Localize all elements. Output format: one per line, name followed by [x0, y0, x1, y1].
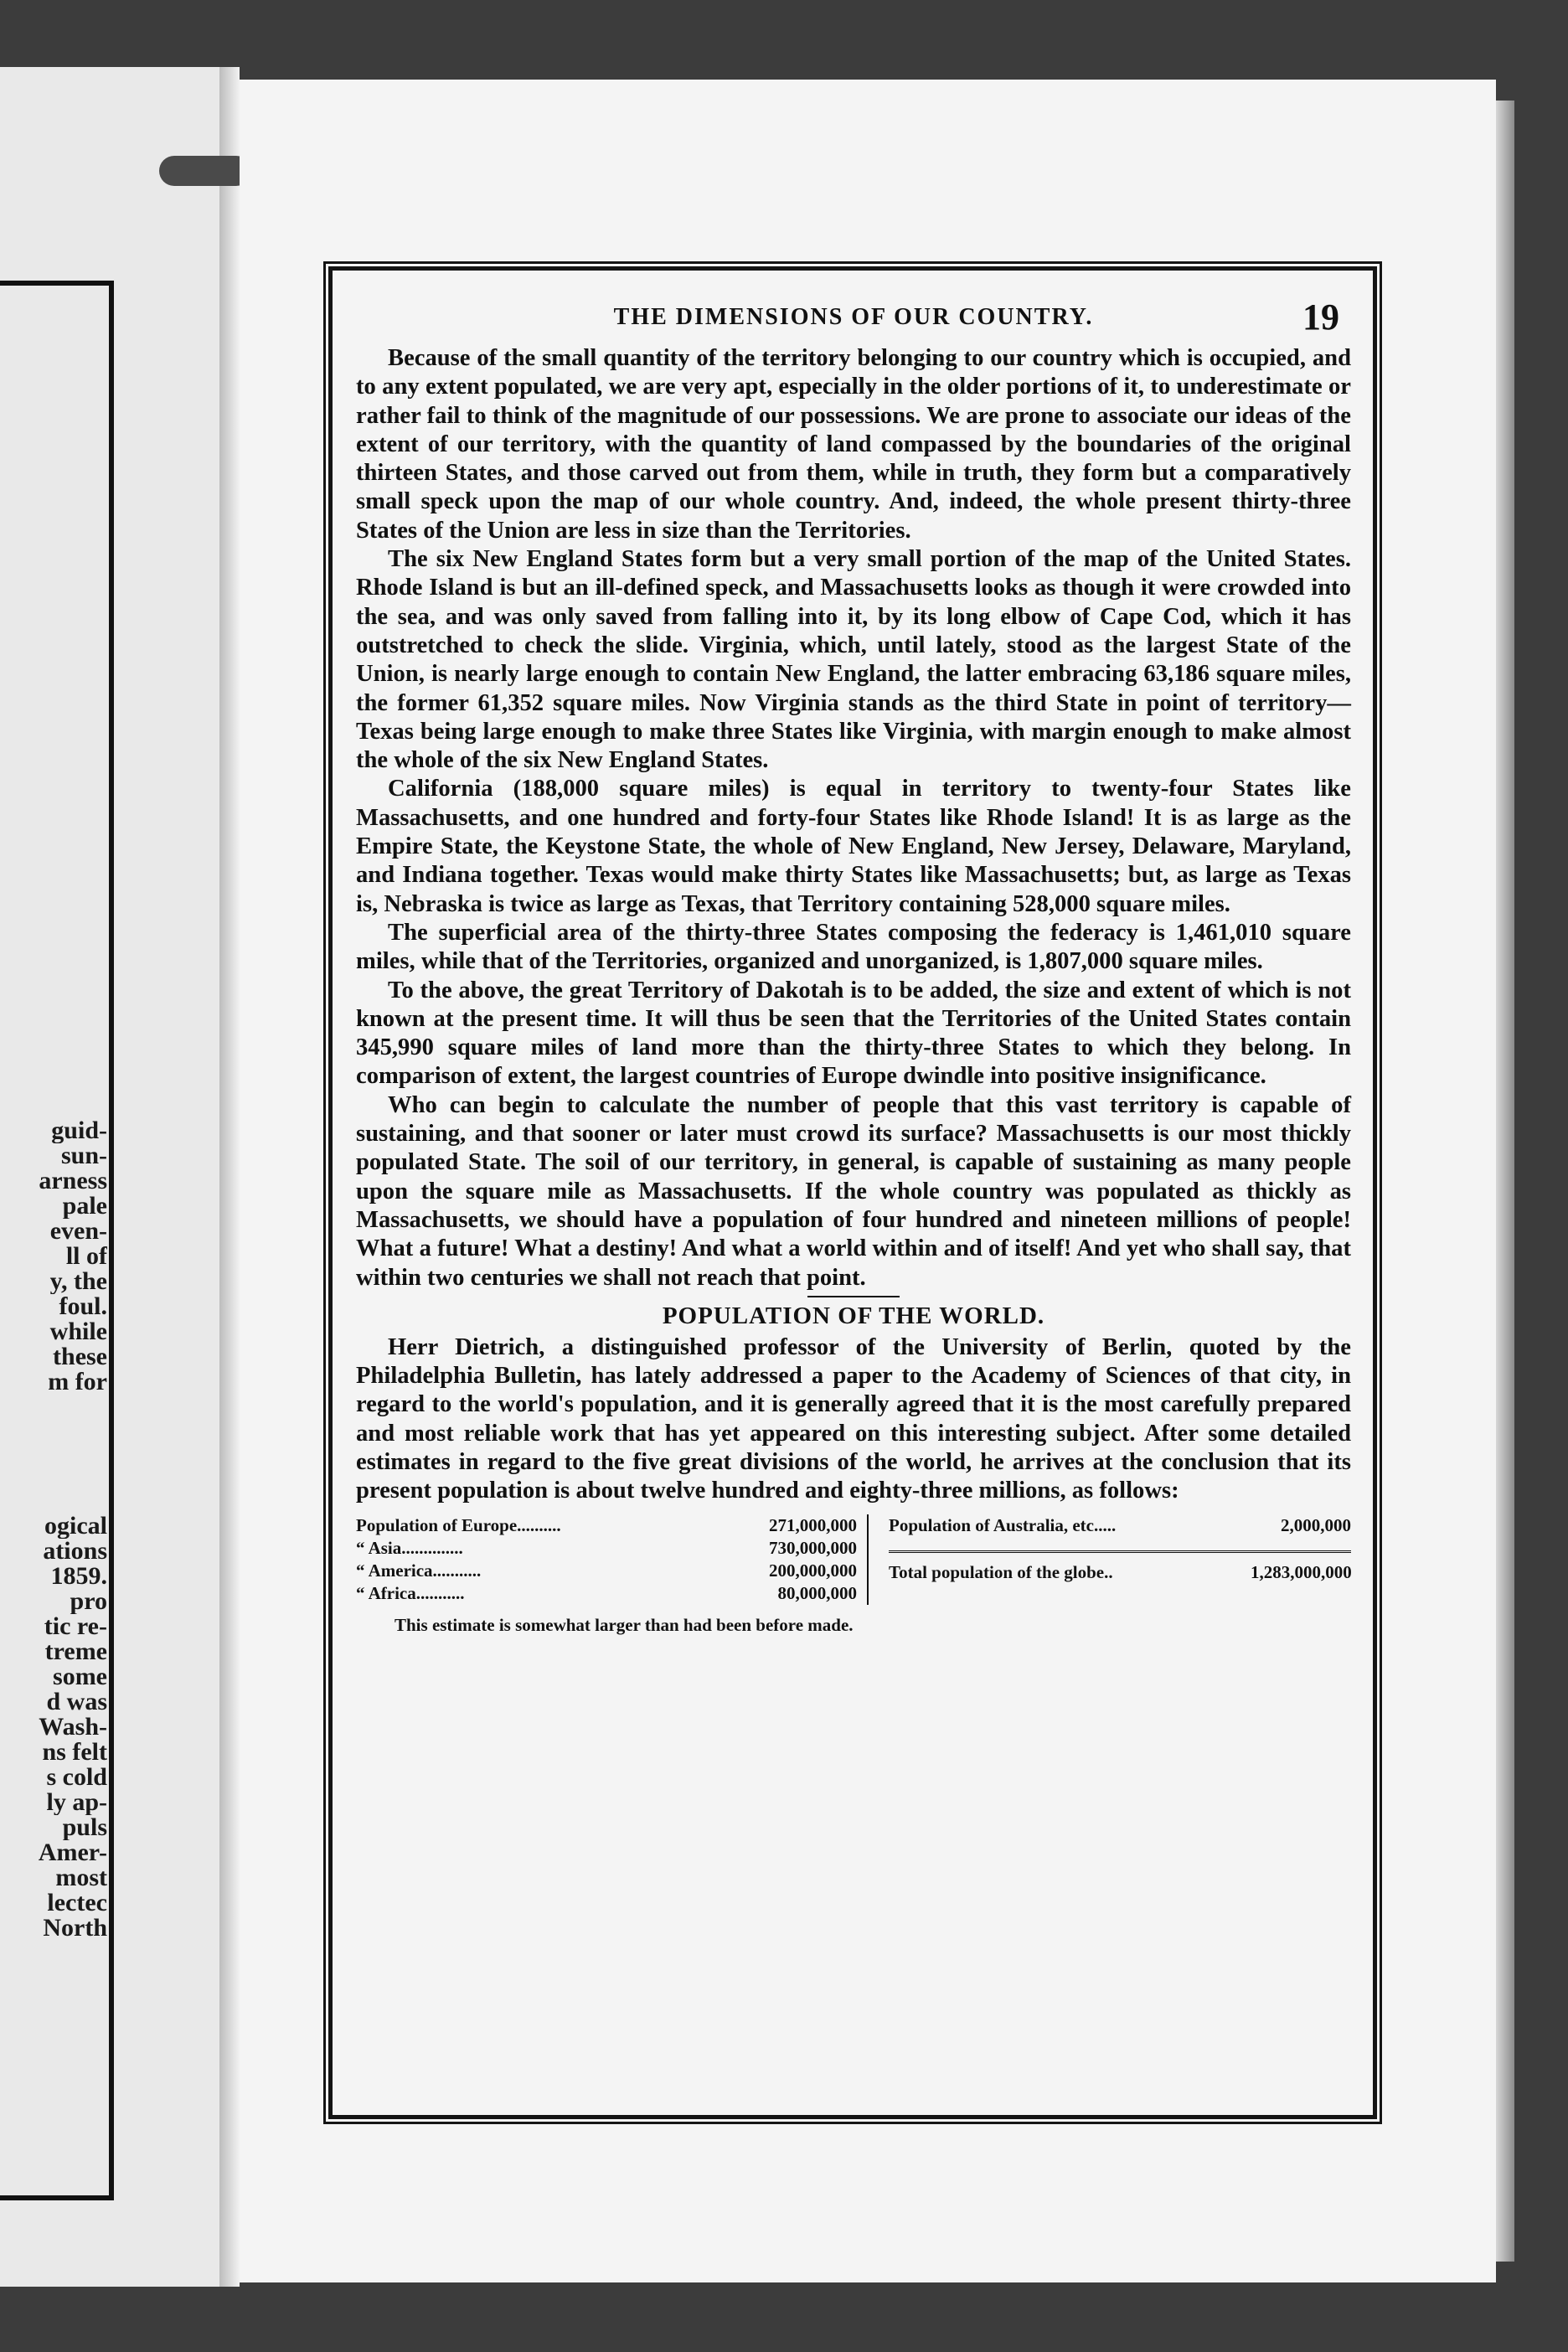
- left-fragment-line: 1859.: [50, 1564, 107, 1589]
- row-label: Total population of the globe..: [889, 1561, 1113, 1582]
- left-fragment-line: treme: [44, 1639, 107, 1664]
- paragraph-6: Who can begin to calculate the number of people that this vast territory is capable of sustaining, and that sooner or later must crowd its surface? Massachusetts is our most thickly populated State. The soil of our territory, in general, is capable of sustaining as many people upon the square mile as Massachusetts. If the whole country was populated as thickly as Massachusetts, we should have a population of four hundred and nineteen millions of people! What a future! What a destiny! And what a world within and of itself! And yet who shall say, that within two centuries we shall not reach that point.: [356, 1091, 1351, 1291]
- table-row: [356, 1537, 857, 1560]
- table-row: [356, 1560, 857, 1582]
- left-fragment-line: ns felt: [42, 1740, 107, 1765]
- row-label: Population of Europe..........: [356, 1514, 561, 1535]
- row-label: “ Africa...........: [356, 1582, 465, 1603]
- footnote: This estimate is somewhat larger than had been before made.: [395, 1614, 854, 1635]
- row-value: 1,283,000,000: [1251, 1561, 1352, 1582]
- binding-tie: [159, 156, 251, 186]
- table-row: [889, 1514, 1351, 1537]
- running-header: [356, 297, 1351, 344]
- population-table-left: [356, 1514, 869, 1605]
- left-fragment-line: y, the: [49, 1269, 107, 1294]
- left-fragment-line: Wash-: [39, 1715, 107, 1740]
- row-value: 271,000,000: [769, 1514, 857, 1535]
- row-label: Population of Australia, etc.....: [889, 1514, 1117, 1535]
- paragraph-5: To the above, the great Territory of Dakotah is to be added, the size and extent of which is not known at the present time. It will thus be seen that the Territories of the United States contain 345,990 square miles of land more than the thirty-three States to which they belong. In comparison of extent, the largest countries of Europe dwindle into positive insignificance.: [356, 977, 1351, 1090]
- row-value: 2,000,000: [1281, 1514, 1351, 1535]
- left-fragment-line: ogical: [44, 1514, 107, 1539]
- left-fragment-line: ations: [43, 1539, 107, 1564]
- paragraph-4: The superficial area of the thirty-three States composing the federacy is 1,461,010 square miles, while that of the Territories, organized and unorganized, is 1,807,000 square miles.: [356, 919, 1351, 975]
- left-fragment-line: arness: [39, 1168, 107, 1194]
- left-page-text-fragments: [0, 1118, 107, 1941]
- population-paragraph: Herr Dietrich, a distinguished professor of the University of Berlin, quoted by the Philadelphia Bulletin, has lately addressed a paper to the Academy of Sciences of that city, in regard to the world's population, and it is generally agreed that it is the most carefully prepared and most reliable work that has yet appeared on this interesting subject. After some detailed estimates in regard to the five great divisions of the world, he arrives at the conclusion that its present population is about twelve hundred and eighty-three millions, as follows:: [356, 1333, 1351, 1504]
- left-fragment-line: these: [53, 1344, 107, 1369]
- row-label: “ America...........: [356, 1560, 482, 1581]
- left-fragment-line: foul.: [59, 1294, 107, 1319]
- page-title: THE DIMENSIONS OF OUR COUNTRY.: [613, 304, 1094, 330]
- left-fragment-line: lectec: [47, 1890, 107, 1916]
- left-fragment-line: ly ap-: [46, 1790, 107, 1815]
- population-table-right: [869, 1514, 1351, 1605]
- article-frame: [328, 266, 1377, 2119]
- left-fragment-line: pro: [70, 1589, 107, 1614]
- left-fragment-line: while: [49, 1319, 107, 1344]
- page-edges: [1496, 101, 1514, 2262]
- left-fragment-line: guid-: [51, 1118, 107, 1143]
- row-label: “ Asia..............: [356, 1537, 463, 1558]
- left-page: [0, 67, 222, 2287]
- paragraph-1: Because of the small quantity of the territory belonging to our country which is occupied, and to any extent populated, we are very apt, especially in the older portions of it, to underestimate or rather fail to think of the magnitude of our possessions. We are prone to associate our ideas of the extent of our territory, with the quantity of land compassed by the boundaries of the original thirteen States, and those carved out from them, while in truth, they form but a comparatively small speck upon the map of our whole country. And, indeed, the whole present thirty-three States of the Union are less in size than the Territories.: [356, 345, 1351, 544]
- left-fragment-line: puls: [62, 1815, 107, 1840]
- left-fragment-line: Amer-: [38, 1840, 107, 1865]
- population-table: [356, 1514, 1351, 1605]
- table-row: [356, 1582, 857, 1605]
- left-fragment-line: most: [55, 1865, 107, 1890]
- left-fragment-line: [0, 1395, 107, 1514]
- paragraph-3: California (188,000 square miles) is equal in territory to twenty-four States like Massachusetts, and one hundred and forty-four States like Rhode Island! It is as large as the Empire State, the Keystone State, the whole of New England, New Jersey, Delaware, Maryland, and Indiana together. Texas would make thirty States like Massachusetts; but, as large as Texas is, Nebraska is twice as large as Texas, that Territory containing 528,000 square miles.: [356, 776, 1351, 917]
- left-fragment-line: ll of: [65, 1244, 107, 1269]
- left-fragment-line: some: [53, 1664, 107, 1689]
- left-fragment-line: m for: [48, 1369, 107, 1395]
- row-value: 200,000,000: [769, 1560, 857, 1581]
- page-number: 19: [1302, 297, 1339, 338]
- left-fragment-line: d was: [46, 1689, 107, 1715]
- section-heading: POPULATION OF THE WORLD.: [662, 1302, 1045, 1329]
- left-fragment-line: North: [43, 1916, 107, 1941]
- table-row: [356, 1514, 857, 1537]
- row-value: 80,000,000: [777, 1582, 857, 1603]
- left-fragment-line: tic re-: [44, 1614, 107, 1639]
- left-fragment-line: sun-: [60, 1143, 107, 1168]
- left-fragment-line: even-: [49, 1219, 107, 1244]
- section-divider: [807, 1296, 900, 1297]
- left-fragment-line: s cold: [46, 1765, 107, 1790]
- book-gutter: [219, 67, 240, 2287]
- paragraph-2: The six New England States form but a very small portion of the map of the United States. Rhode Island is but an ill-defined speck, and Massachusetts looks as though it were crowded into the sea, and was only saved from falling into it, by its long elbow of Cape Cod, which it has outstretched to check the slide. Virginia, which, until lately, stood as the largest State of the Union, is nearly large enough to contain New England, the latter embracing 63,186 square miles, the former 61,352 square miles. Now Virginia stands as the third State in point of territory—Texas being large enough to make three States like Virginia, with margin enough to make almost the whole of the six New England States.: [356, 546, 1351, 774]
- table-row-total: [889, 1550, 1351, 1584]
- left-fragment-line: pale: [62, 1194, 107, 1219]
- row-value: 730,000,000: [769, 1537, 857, 1558]
